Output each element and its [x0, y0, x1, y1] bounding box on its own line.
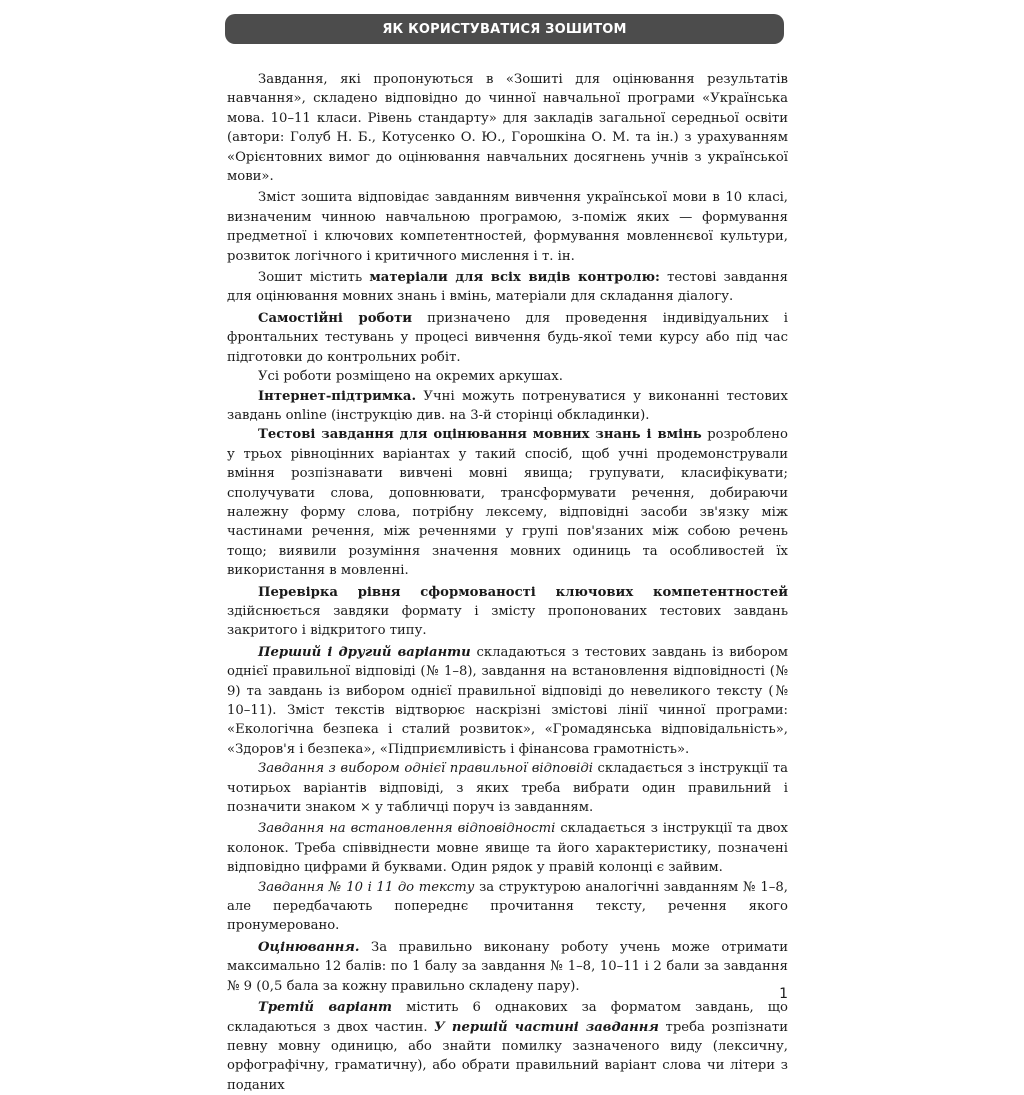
paragraph-internet-support — [227, 387, 788, 426]
paragraph-variant-3 — [227, 998, 788, 1095]
paragraph-text: складаються з тестових завдань із вибором однієї правильної відповіді (№ 1–8), завдання на встановлення відповідності (№ 9) та завдань із вибором однієї правильної відповіді до невеликого тексту (№ 10–11). Зміст текстів відтворює наскрізні змістові лінії чинної програми: «Екологічна безпека і сталий розвиток», «Громадянська відповідальність», «Здоров'я і безпека», «Підприємливість і фінансова грамотність». — [227, 644, 788, 757]
paragraph-text-tasks — [227, 878, 788, 936]
paragraph-independent-work — [227, 309, 788, 367]
bold-italic-term: Перший і другий варіанти — [258, 644, 471, 660]
paragraph-text: Учні можуть потренуватися у виконанні тестових завдань online (інструкцію див. на 3-й сторінці обкладинки). — [227, 388, 788, 423]
italic-term: Завдання № 10 і 11 до тексту — [258, 879, 475, 895]
document-page — [213, 0, 811, 1093]
section-title: ЯК КОРИСТУВАТИСЯ ЗОШИТОМ — [382, 21, 627, 37]
document-body — [227, 70, 789, 1093]
italic-term: Завдання на встановлення відповідності — [258, 821, 556, 837]
paragraph-text: містить 6 однакових за форматом завдань, що складаються з двох частин. — [227, 1000, 788, 1035]
bold-term: Тестові завдання для оцінювання мовних знань і вмінь — [258, 427, 702, 443]
paragraph-test-tasks — [227, 425, 788, 580]
paragraph-text: тестові завдання для оцінювання мовних знань і вмінь, матеріали для складання діалогу. — [227, 270, 789, 305]
paragraph-text: Зошит містить — [258, 270, 370, 286]
paragraph-grading — [227, 938, 788, 996]
paragraph-text: складається з інструкції та чотирьох варіантів відповіді, з яких треба вибрати один правильний і позначити знаком × у табличці поруч із завданням. — [227, 761, 788, 816]
bold-italic-term: У першій частині завдання — [434, 1019, 659, 1035]
paragraph-text: здійснюється завдяки формату і змісту пропонованих тестових завдань закритого і відкритого типу. — [227, 603, 788, 639]
paragraph-single-choice — [227, 759, 788, 817]
bold-term: Самостійні роботи — [258, 310, 413, 326]
section-header — [225, 14, 784, 44]
paragraph-text: складається з інструкції та двох колонок. Треба співвіднести мовне явище та його характеристику, позначені відповідно цифрами й буквами. Один рядок у правій колонці є зайвим. — [227, 821, 788, 876]
paragraph-text: розроблено у трьох рівноцінних варіантах у такий спосіб, щоб учні продемонстрували вміння розпізнавати вивчені мовні явища; групувати, класифікувати; сполучувати слова, доповнювати, трансформувати речення, добираючи належну форму слова, потрібну лексему, відповідні засоби зв'язку між частинами речення, між реченнями у групі пов'язаних між собою речень тощо; виявили розуміння значення мовних одиниць та особливостей їх використання в мовленні. — [227, 427, 788, 579]
paragraph-text: треба розпізнати певну мовну одиницю, або знайти помилку зазначеного виду (лексичну, орфографічну, граматичну), або обрати правильний варіант слова чи літери з поданих — [227, 1019, 789, 1093]
paragraph-text: призначено для проведення індивідуальних і фронтальних тестувань у процесі вивчення будь-якої теми курсу або під час підготовки до контрольних робіт. — [227, 310, 788, 365]
paragraph-materials — [227, 268, 788, 307]
italic-term: Завдання з вибором однієї правильної відповіді — [258, 761, 593, 777]
bold-italic-term: Третій варіант — [258, 1000, 392, 1016]
bold-term: Інтернет-підтримка. — [258, 388, 417, 404]
paragraph-text: За правильно виконану роботу учень може отримати максимально 12 балів: по 1 балу за завдання № 1–8, 10–11 і 2 бали за завдання № 9 (0,5 бала за кожну правильно складену пару). — [227, 939, 788, 994]
bold-italic-term: Оцінювання. — [258, 939, 360, 955]
paragraph-text: за структурою аналогічні завданням № 1–8, але передбачають попереднє прочитання тексту, речення якого пронумеровано. — [227, 879, 788, 934]
paragraph-matching — [227, 819, 788, 877]
paragraph-competences — [227, 583, 788, 641]
bold-term: Перевірка рівня сформованості ключових компетентностей — [258, 584, 788, 600]
paragraph-variants-1-2 — [227, 643, 788, 759]
paragraph-content: Зміст зошита відповідає завданням вивчення української мови в 10 класі, визначеним чинною навчальною програмою, з-поміж яких — формування предметної і ключових компетентностей, формування мовленнєвої культури, розвиток логічного і критичного мислення і т. ін. — [227, 190, 788, 264]
paragraph-intro: Завдання, які пропонуються в «Зошиті для оцінювання результатів навчання», складено відповідно до чинної навчальної програми «Українська мова. 10–11 класи. Рівень стандарту» для закладів загальної середньої освіти (автори: Голуб Н. Б., Котусенко О. Ю., Горошкіна О. М. та ін.) з урахуванням «Орієнтовних вимог до оцінювання навчальних досягнень учнів з української мови». — [227, 72, 788, 185]
bold-term: матеріали для всіх видів контролю: — [369, 270, 660, 286]
paragraph-sheets: Усі роботи розміщено на окремих аркушах. — [258, 369, 563, 385]
page-number: 1 — [779, 986, 788, 1002]
